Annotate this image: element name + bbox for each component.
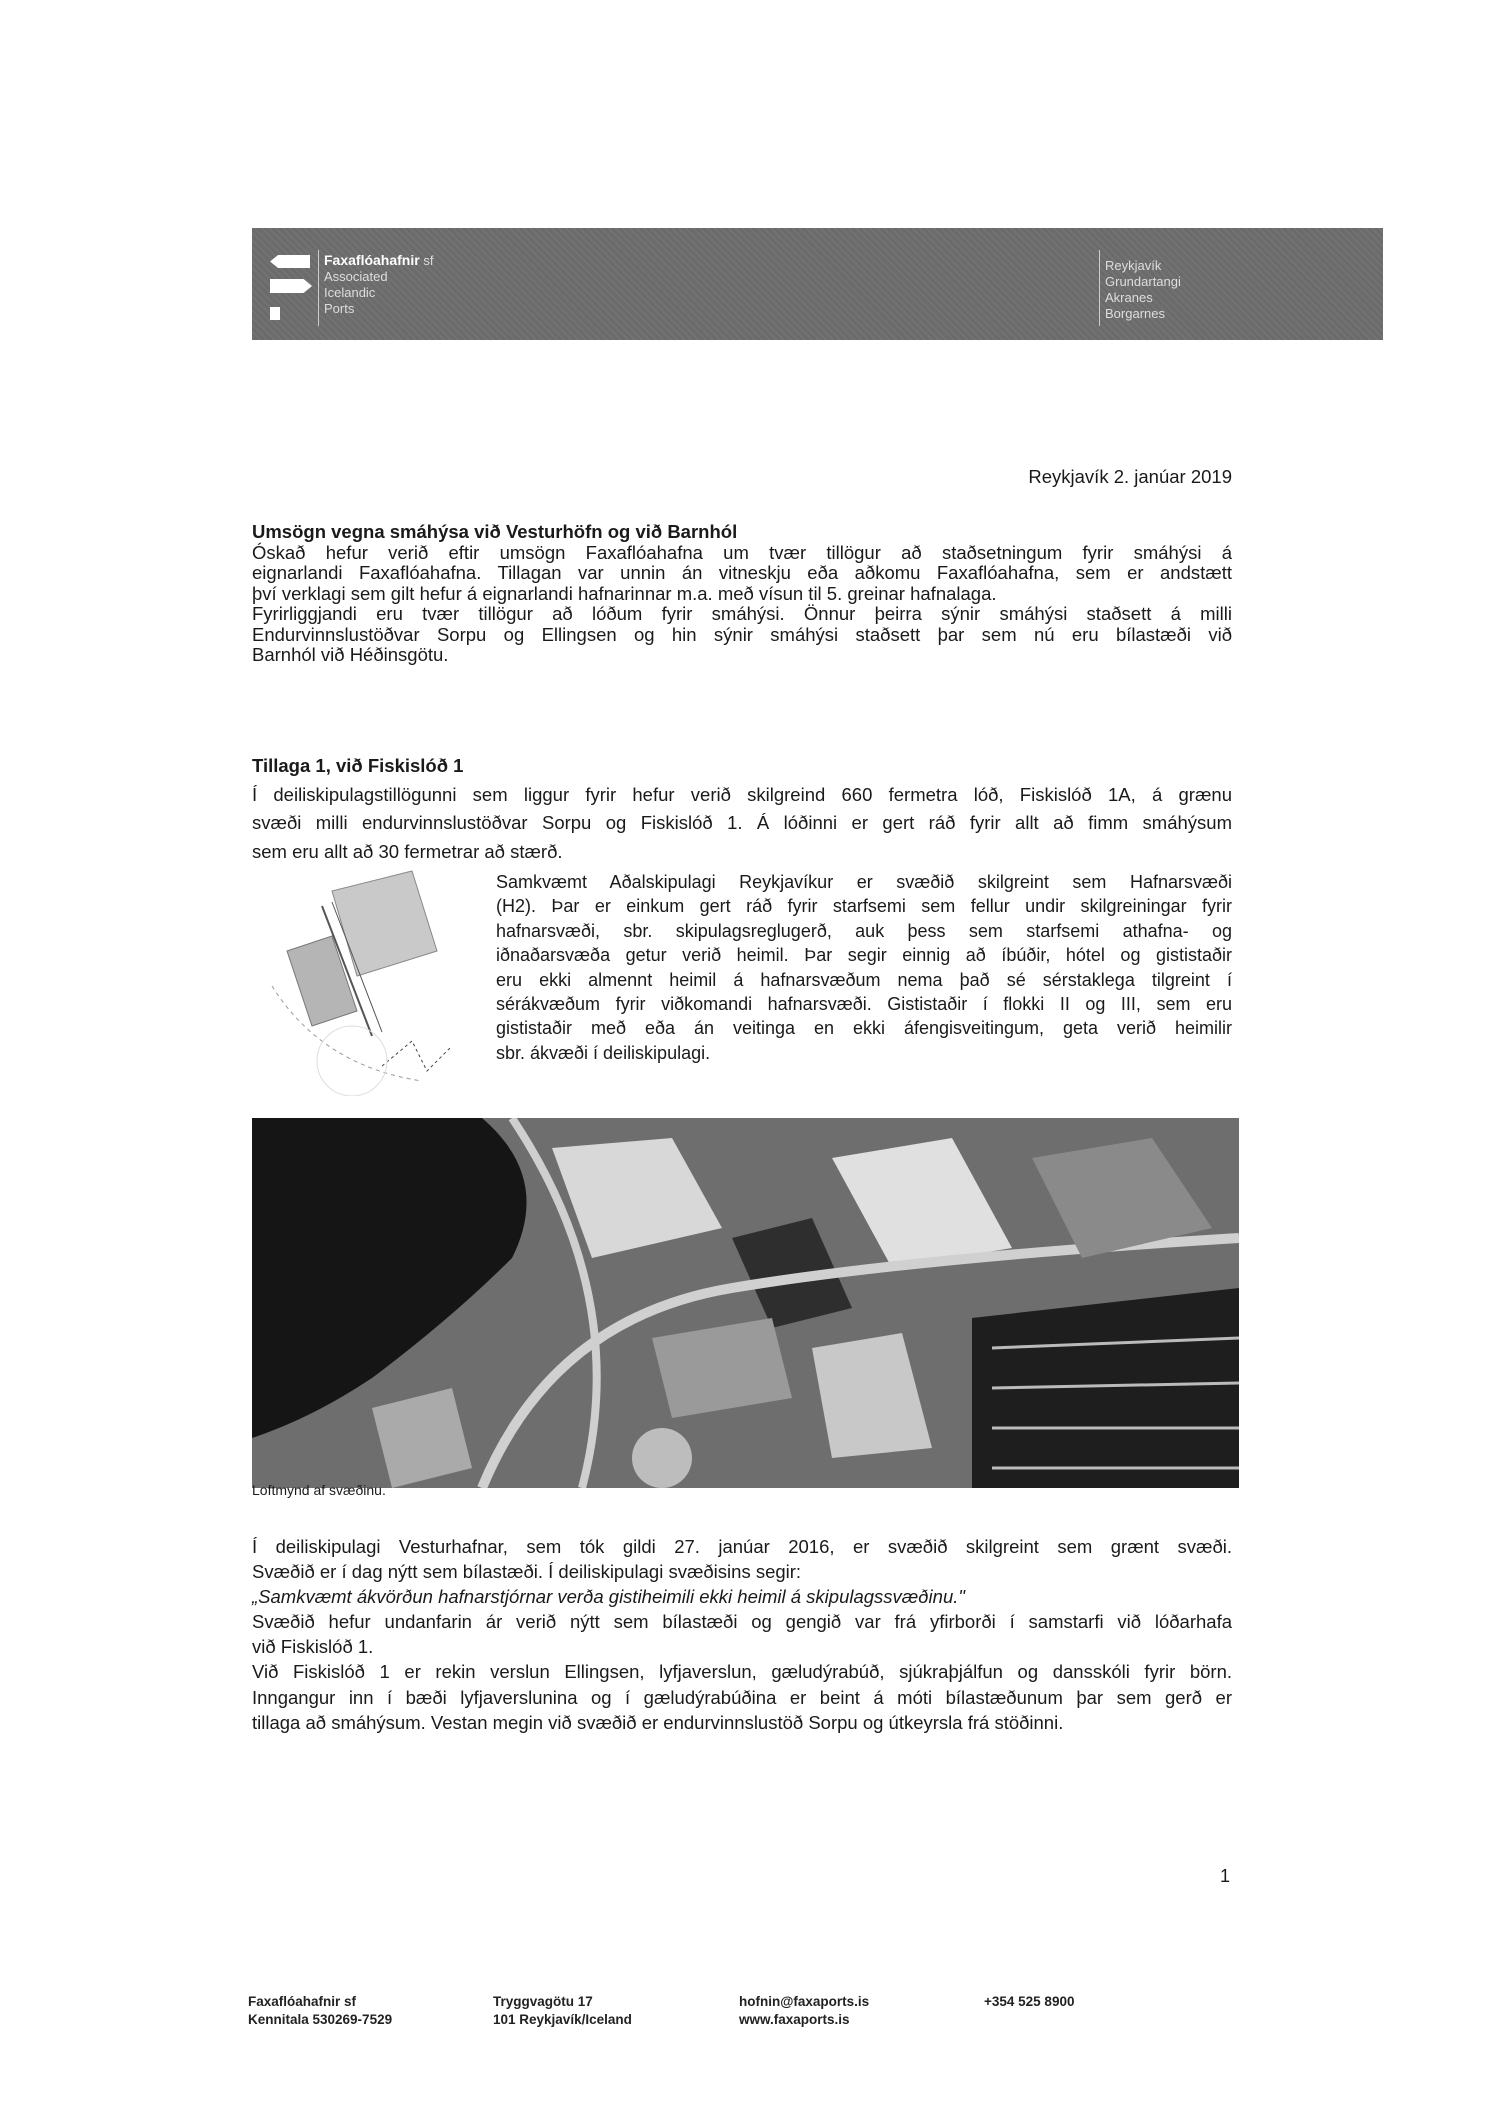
text-line: tillaga að smáhýsum. Vestan megin við svæðið er endurvinnslustöð Sorpu og útkeyrsla frá stöðinni. xyxy=(252,1711,1064,1733)
text-line: Barnhól við Héðinsgötu. xyxy=(252,644,449,665)
text-line: hafnarsvæði, sbr. skipulagsreglugerð, auk þess sem starfsemi athafna- og xyxy=(496,920,1232,941)
text-line: því verklagi sem gilt hefur á eignarlandi hafnarinnar m.a. með vísun til 5. greinar hafnalaga. xyxy=(252,582,997,604)
letterhead-ports: Reykjavík Grundartangi Akranes Borgarnes xyxy=(1105,258,1181,321)
site-plan-sketch xyxy=(262,866,482,1096)
text-line: sbr. ákvæði í deiliskipulagi. xyxy=(496,1042,711,1063)
text-line: eignarlandi Faxaflóahafna. Tillagan var unnin án vitneskju eða aðkomu Faxaflóahafna, sem er andstætt xyxy=(252,562,1232,583)
text-line: svæði milli endurvinnslustöðvar Sorpu og Fiskislóð 1. Á lóðinni er gert ráð fyrir allt að fimm smáhýsum xyxy=(252,812,1232,833)
text-line: Óskað hefur verið eftir umsögn Faxaflóahafna um tvær tillögur að staðsetningum fyrir smáhýsi á xyxy=(252,541,1232,563)
text-line: (H2). Þar er einkum gert ráð fyrir starfsemi sem fellur undir skilgreiningar fyrir xyxy=(496,896,1232,917)
text-line: Svæðið hefur undanfarin ár verið nýtt sem bílastæði og gengið var frá yfirborði í samstarfi við lóðarhafa xyxy=(252,1611,1232,1633)
text-line: Fyrirliggjandi eru tvær tillögur að lóðum fyrir smáhýsi. Önnur þeirra sýnir smáhýsi staðsett á milli xyxy=(252,603,1232,624)
text-line: sem eru allt að 30 fermetrar að stærð. xyxy=(252,840,563,862)
footer-phone: +354 525 8900 xyxy=(984,1994,1075,2009)
text-line: sérákvæðum fyrir viðkomandi hafnarsvæði. Gististaðir í flokki II og III, sem eru xyxy=(496,994,1232,1015)
text-line: Endurvinnslustöðvar Sorpu og Ellingsen og hin sýnir smáhýsi staðsett þar sem nú eru bílastæði við xyxy=(252,623,1232,645)
text-line: Svæðið er í dag nýtt sem bílastæði. Í deiliskipulagi svæðisins segir: xyxy=(252,1561,802,1583)
section-heading: Tillaga 1, við Fiskislóð 1 xyxy=(252,755,464,776)
letter-date: Reykjavík 2. janúar 2019 xyxy=(1028,466,1232,487)
page-number: 1 xyxy=(1220,1866,1231,1886)
text-line: gististaðir með eða án veitinga en ekki áfengisveitingum, geta verið heimilir xyxy=(496,1018,1232,1039)
vesturhofn-section xyxy=(252,1534,1232,1735)
intro-section xyxy=(252,518,1232,665)
aerial-photo xyxy=(252,1118,1239,1488)
letter-title: Umsögn vegna smáhýsa við Vesturhöfn og við Barnhól xyxy=(252,521,738,542)
text-line: Inngangur inn í bæði lyfjaverslunina og í gæludýrabúðina er beint á móti bílastæðunum þar sem gerð er xyxy=(252,1686,1232,1708)
text-line: Í deiliskipulagi Vesturhafnar, sem tók gildi 27. janúar 2016, er svæðið skilgreint sem grænt svæði. xyxy=(252,1536,1232,1557)
text-line: Í deiliskipulagstillögunni sem liggur fyrir hefur verið skilgreind 660 fermetra lóð, Fiskislóð 1A, á grænu xyxy=(252,783,1232,805)
text-line: eru ekki almennt heimil á hafnarsvæðum nema það sé sérstaklega tilgreint í xyxy=(496,969,1232,990)
photo-caption: Loftmynd af svæðinu. xyxy=(252,1482,386,1498)
text-line: Samkvæmt Aðalskipulagi Reykjavíkur er svæðið skilgreint sem Hafnarsvæði xyxy=(496,872,1232,892)
section-tillaga-1 xyxy=(252,752,1232,866)
logo-square-icon xyxy=(270,307,280,320)
letterhead-banner xyxy=(252,228,1383,340)
zoning-description xyxy=(496,870,1232,1065)
text-line: iðnaðarsvæða getur verið heimil. Þar segir einnig að íbúðir, hótel og gististaðir xyxy=(496,945,1232,966)
footer-company: Faxaflóahafnir sf Kennitala 530269-7529 xyxy=(248,1994,393,2027)
footer-address: Tryggvagötu 17 101 Reykjavík/Iceland xyxy=(493,1994,632,2027)
quote-line: „Samkvæmt ákvörðun hafnarstjórnar verða gistiheimili ekki heimil á skipulagssvæðinu." xyxy=(252,1586,965,1608)
letterhead-company: Faxaflóahafnir sf Associated Icelandic Ports xyxy=(324,252,434,316)
logo-arrow-left-icon xyxy=(270,255,310,268)
text-line: við Fiskislóð 1. xyxy=(252,1636,374,1658)
footer-contact: hofnin@faxaports.is www.faxaports.is xyxy=(739,1994,870,2027)
text-line: Við Fiskislóð 1 er rekin verslun Ellingsen, lyfjaverslun, gæludýrabúð, sjúkraþjálfun og dansskóli fyrir börn. xyxy=(252,1661,1232,1683)
logo-arrow-right-icon xyxy=(270,279,312,293)
